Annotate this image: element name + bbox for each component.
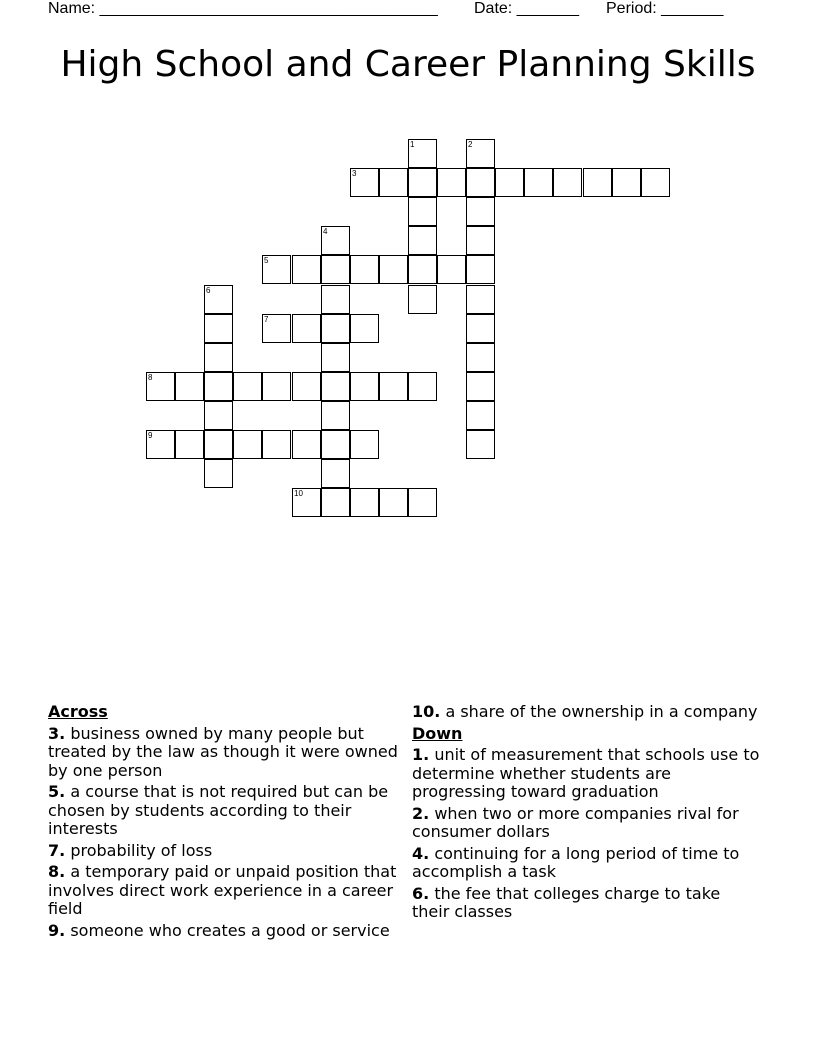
crossword-cell[interactable] — [408, 197, 437, 226]
cell-number: 1 — [410, 140, 415, 149]
crossword-cell[interactable] — [350, 430, 379, 459]
crossword-cell[interactable] — [321, 488, 350, 517]
crossword-cell[interactable] — [379, 255, 408, 284]
crossword-cell[interactable] — [233, 430, 262, 459]
crossword-cell[interactable] — [175, 430, 204, 459]
crossword-cell[interactable] — [146, 372, 175, 401]
crossword-cell[interactable] — [321, 285, 350, 314]
crossword-cell[interactable] — [466, 197, 495, 226]
cell-number: 7 — [264, 315, 269, 324]
crossword-cell[interactable] — [466, 430, 495, 459]
crossword-cell[interactable] — [262, 314, 291, 343]
crossword-cell[interactable] — [379, 488, 408, 517]
crossword-cell[interactable] — [321, 255, 350, 284]
crossword-cell[interactable] — [408, 488, 437, 517]
clue-text: probability of loss — [70, 840, 213, 860]
crossword-cell[interactable] — [321, 401, 350, 430]
crossword-cell[interactable] — [292, 430, 321, 459]
crossword-cell[interactable] — [204, 314, 233, 343]
clue-across-8 — [48, 863, 398, 919]
clue-number: 5. — [48, 782, 66, 801]
crossword-cell[interactable] — [292, 314, 321, 343]
down-heading: Down — [412, 723, 463, 743]
clue-text: a course that is not required but can be chosen by students according to their interests — [48, 782, 389, 838]
crossword-cell[interactable] — [612, 168, 641, 197]
cell-number: 3 — [352, 169, 357, 178]
crossword-cell[interactable] — [262, 430, 291, 459]
crossword-cell[interactable] — [466, 168, 495, 197]
crossword-cell[interactable] — [321, 372, 350, 401]
crossword-cell[interactable] — [466, 314, 495, 343]
crossword-cell[interactable] — [466, 226, 495, 255]
across-heading: Across — [48, 702, 108, 721]
clue-number: 9. — [48, 920, 66, 940]
clue-number: 4. — [412, 843, 430, 863]
clue-number: 8. — [48, 862, 66, 881]
crossword-cell[interactable] — [379, 168, 408, 197]
clue-number: 3. — [48, 723, 66, 743]
crossword-cell[interactable] — [641, 168, 670, 197]
crossword-cell[interactable] — [408, 255, 437, 284]
crossword-cell[interactable] — [321, 343, 350, 372]
crossword-cell[interactable] — [292, 255, 321, 284]
crossword-cell[interactable] — [495, 168, 524, 197]
crossword-cell[interactable] — [350, 168, 379, 197]
crossword-cell[interactable] — [204, 343, 233, 372]
crossword-cell[interactable] — [553, 168, 582, 197]
clue-number: 7. — [48, 840, 66, 860]
crossword-cell[interactable] — [204, 459, 233, 488]
clue-number: 10. — [412, 702, 441, 721]
clue-text: a temporary paid or unpaid position that involves direct work experience in a career field — [48, 862, 397, 918]
crossword-cell[interactable] — [146, 430, 175, 459]
name-field-label[interactable]: Name: ______________________________________ — [48, 0, 438, 17]
clue-across-5 — [48, 783, 398, 839]
crossword-cell[interactable] — [321, 226, 350, 255]
crossword-cell[interactable] — [466, 372, 495, 401]
crossword-cell[interactable] — [466, 343, 495, 372]
crossword-cell[interactable] — [408, 168, 437, 197]
cell-number: 2 — [468, 140, 473, 149]
clue-text: the fee that colleges charge to take their classes — [412, 883, 721, 921]
clue-across-9 — [48, 922, 398, 941]
crossword-cell[interactable] — [321, 459, 350, 488]
crossword-cell[interactable] — [437, 255, 466, 284]
clue-down-2 — [412, 805, 762, 842]
clue-text: when two or more companies rival for consumer dollars — [412, 803, 739, 841]
clue-number: 2. — [412, 803, 430, 823]
period-field-label[interactable]: Period: _______ — [606, 0, 724, 17]
crossword-cell[interactable] — [175, 372, 204, 401]
crossword-cell[interactable] — [408, 372, 437, 401]
clue-down-6 — [412, 885, 762, 922]
crossword-cell[interactable] — [204, 372, 233, 401]
clue-text: business owned by many people but treated by the law as though it were owned by one person — [48, 723, 398, 780]
clue-text: unit of measurement that schools use to determine whether students are progressing toward graduation — [412, 745, 760, 801]
clue-number: 6. — [412, 883, 430, 903]
clue-number: 1. — [412, 745, 430, 764]
crossword-cell[interactable] — [583, 168, 612, 197]
page-title: High School and Career Planning Skills — [60, 44, 756, 85]
cell-number: 6 — [206, 286, 211, 295]
crossword-cell[interactable] — [204, 285, 233, 314]
crossword-cell[interactable] — [466, 139, 495, 168]
clue-text: a share of the ownership in a company — [445, 702, 758, 721]
clue-text: continuing for a long period of time to accomplish a task — [412, 843, 740, 881]
clue-across-10 — [412, 703, 762, 722]
crossword-cell[interactable] — [262, 255, 291, 284]
crossword-cell[interactable] — [204, 430, 233, 459]
cell-number: 8 — [148, 373, 153, 382]
crossword-cell[interactable] — [321, 430, 350, 459]
crossword-cell[interactable] — [292, 488, 321, 517]
crossword-cell[interactable] — [466, 255, 495, 284]
crossword-cell[interactable] — [204, 401, 233, 430]
clue-across-3 — [48, 725, 398, 781]
cell-number: 4 — [323, 227, 328, 236]
crossword-cell[interactable] — [350, 314, 379, 343]
clue-across-7 — [48, 842, 398, 861]
crossword-cell[interactable] — [292, 372, 321, 401]
crossword-cell[interactable] — [466, 285, 495, 314]
date-field-label[interactable]: Date: _______ — [474, 0, 579, 17]
clue-text: someone who creates a good or service — [70, 920, 390, 940]
crossword-cell[interactable] — [408, 285, 437, 314]
crossword-cell[interactable] — [350, 372, 379, 401]
clue-down-1 — [412, 746, 762, 802]
crossword-cell[interactable] — [321, 314, 350, 343]
crossword-cell[interactable] — [350, 488, 379, 517]
crossword-cell[interactable] — [466, 401, 495, 430]
clue-down-4 — [412, 845, 762, 882]
crossword-cell[interactable] — [233, 372, 262, 401]
crossword-cell[interactable] — [437, 168, 466, 197]
crossword-cell[interactable] — [408, 139, 437, 168]
crossword-cell[interactable] — [408, 226, 437, 255]
crossword-cell[interactable] — [262, 372, 291, 401]
down-clues-column — [412, 703, 762, 925]
cell-number: 9 — [148, 431, 153, 440]
crossword-cell[interactable] — [524, 168, 553, 197]
cell-number: 10 — [294, 489, 303, 498]
across-clues-column — [48, 703, 398, 943]
crossword-cell[interactable] — [350, 255, 379, 284]
crossword-cell[interactable] — [379, 372, 408, 401]
cell-number: 5 — [264, 256, 269, 265]
